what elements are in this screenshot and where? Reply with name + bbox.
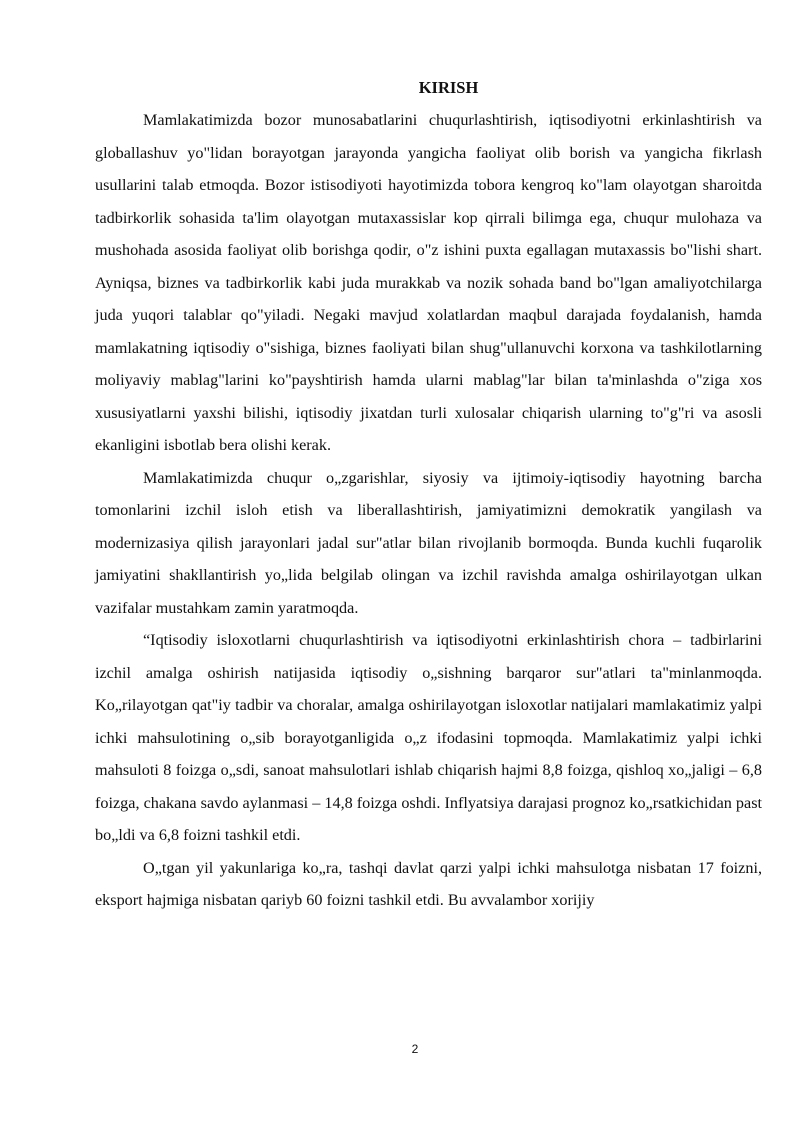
- page-body: [95, 72, 762, 917]
- page-number: 2: [411, 1042, 419, 1056]
- section-title: KIRISH: [418, 78, 479, 97]
- paragraph-2: Mamlakatimizda chuqur o„zgarishlar, siyosiy va ijtimoiy-iqtisodiy hayotning barcha tomonlarini izchil isloh etish va liberallashtirish, jamiyatimizni demokratik yangilash va modernizasiya qilish jarayonlari jadal sur"atlar bilan rivojlanib bormoqda. Bunda kuchli fuqarolik jamiyatini shakllantirish yo„lida belgilab olingan va izchil ravishda amalga oshirilayotgan ulkan vazifalar mustahkam zamin yaratmoqda.: [95, 468, 762, 617]
- paragraph-3: “Iqtisodiy isloxotlarni chuqurlashtirish va iqtisodiyotni erkinlashtirish chora – tadbirlarini izchil amalga oshirish natijasida iqtisodiy o„sishning barqaror sur"atlari ta"minlanmoqda. Ko„rilayotgan qat"iy tadbir va choralar, amalga oshirilayotgan isloxotlar natijalari mamlakatimiz yalpi ichki mahsulotining o„sib borayotganligida o„z ifodasini topmoqda. Mamlakatimiz yalpi ichki mahsuloti 8 foizga o„sdi, sanoat mahsulotlari ishlab chiqarish hajmi 8,8 foizga, qishloq xo„jaligi – 6,8 foizga, chakana savdo aylanmasi – 14,8 foizga oshdi. Inflyatsiya darajasi prognoz ko„rsatkichidan past bo„ldi va 6,8 foizni tashkil etdi.: [95, 631, 762, 844]
- paragraph-4: O„tgan yil yakunlariga ko„ra, tashqi davlat qarzi yalpi ichki mahsulotga nisbatan 17 foizni, eksport hajmiga nisbatan qariyb 60 foizni tashkil etdi. Bu avvalambor xorijiy: [95, 858, 762, 909]
- paragraph-1: Mamlakatimizda bozor munosabatlarini chuqurlashtirish, iqtisodiyotni erkinlashtirish va globallashuv yo"lidan borayotgan jarayonda yangicha faoliyat olib borish va yangicha fikrlash usullarini talab etmoqda. Bozor istisodiyoti hayotimizda tobora kengroq ko"lam olayotgan sharoitda tadbirkorlik sohasida ta'lim olayotgan mutaxassislar kop qirrali bilimga ega, chuqur mulohaza va mushohada asosida faoliyat olib borishga qodir, o"z ishini puxta egallagan mutaxassis bo"lishi shart. Ayniqsa, biznes va tadbirkorlik kabi juda murakkab va nozik sohada band bo"lgan amaliyotchilarga juda yuqori talablar qo"yiladi. Negaki mavjud xolatlardan maqbul darajada foydalanish, hamda mamlakatning iqtisodiy o"sishiga, biznes faoliyati bilan shug"ullanuvchi korxona va tashkilotlarning moliyaviy mablag"larini ko"payshtirish hamda ularni mablag"lar bilan ta'minlashda o"ziga xos xususiyatlarni yaxshi bilishi, iqtisodiy jixatdan turli xulosalar chiqarish ularning to"g"ri va asosli ekanligini isbotlab bera olishi kerak.: [95, 111, 762, 454]
